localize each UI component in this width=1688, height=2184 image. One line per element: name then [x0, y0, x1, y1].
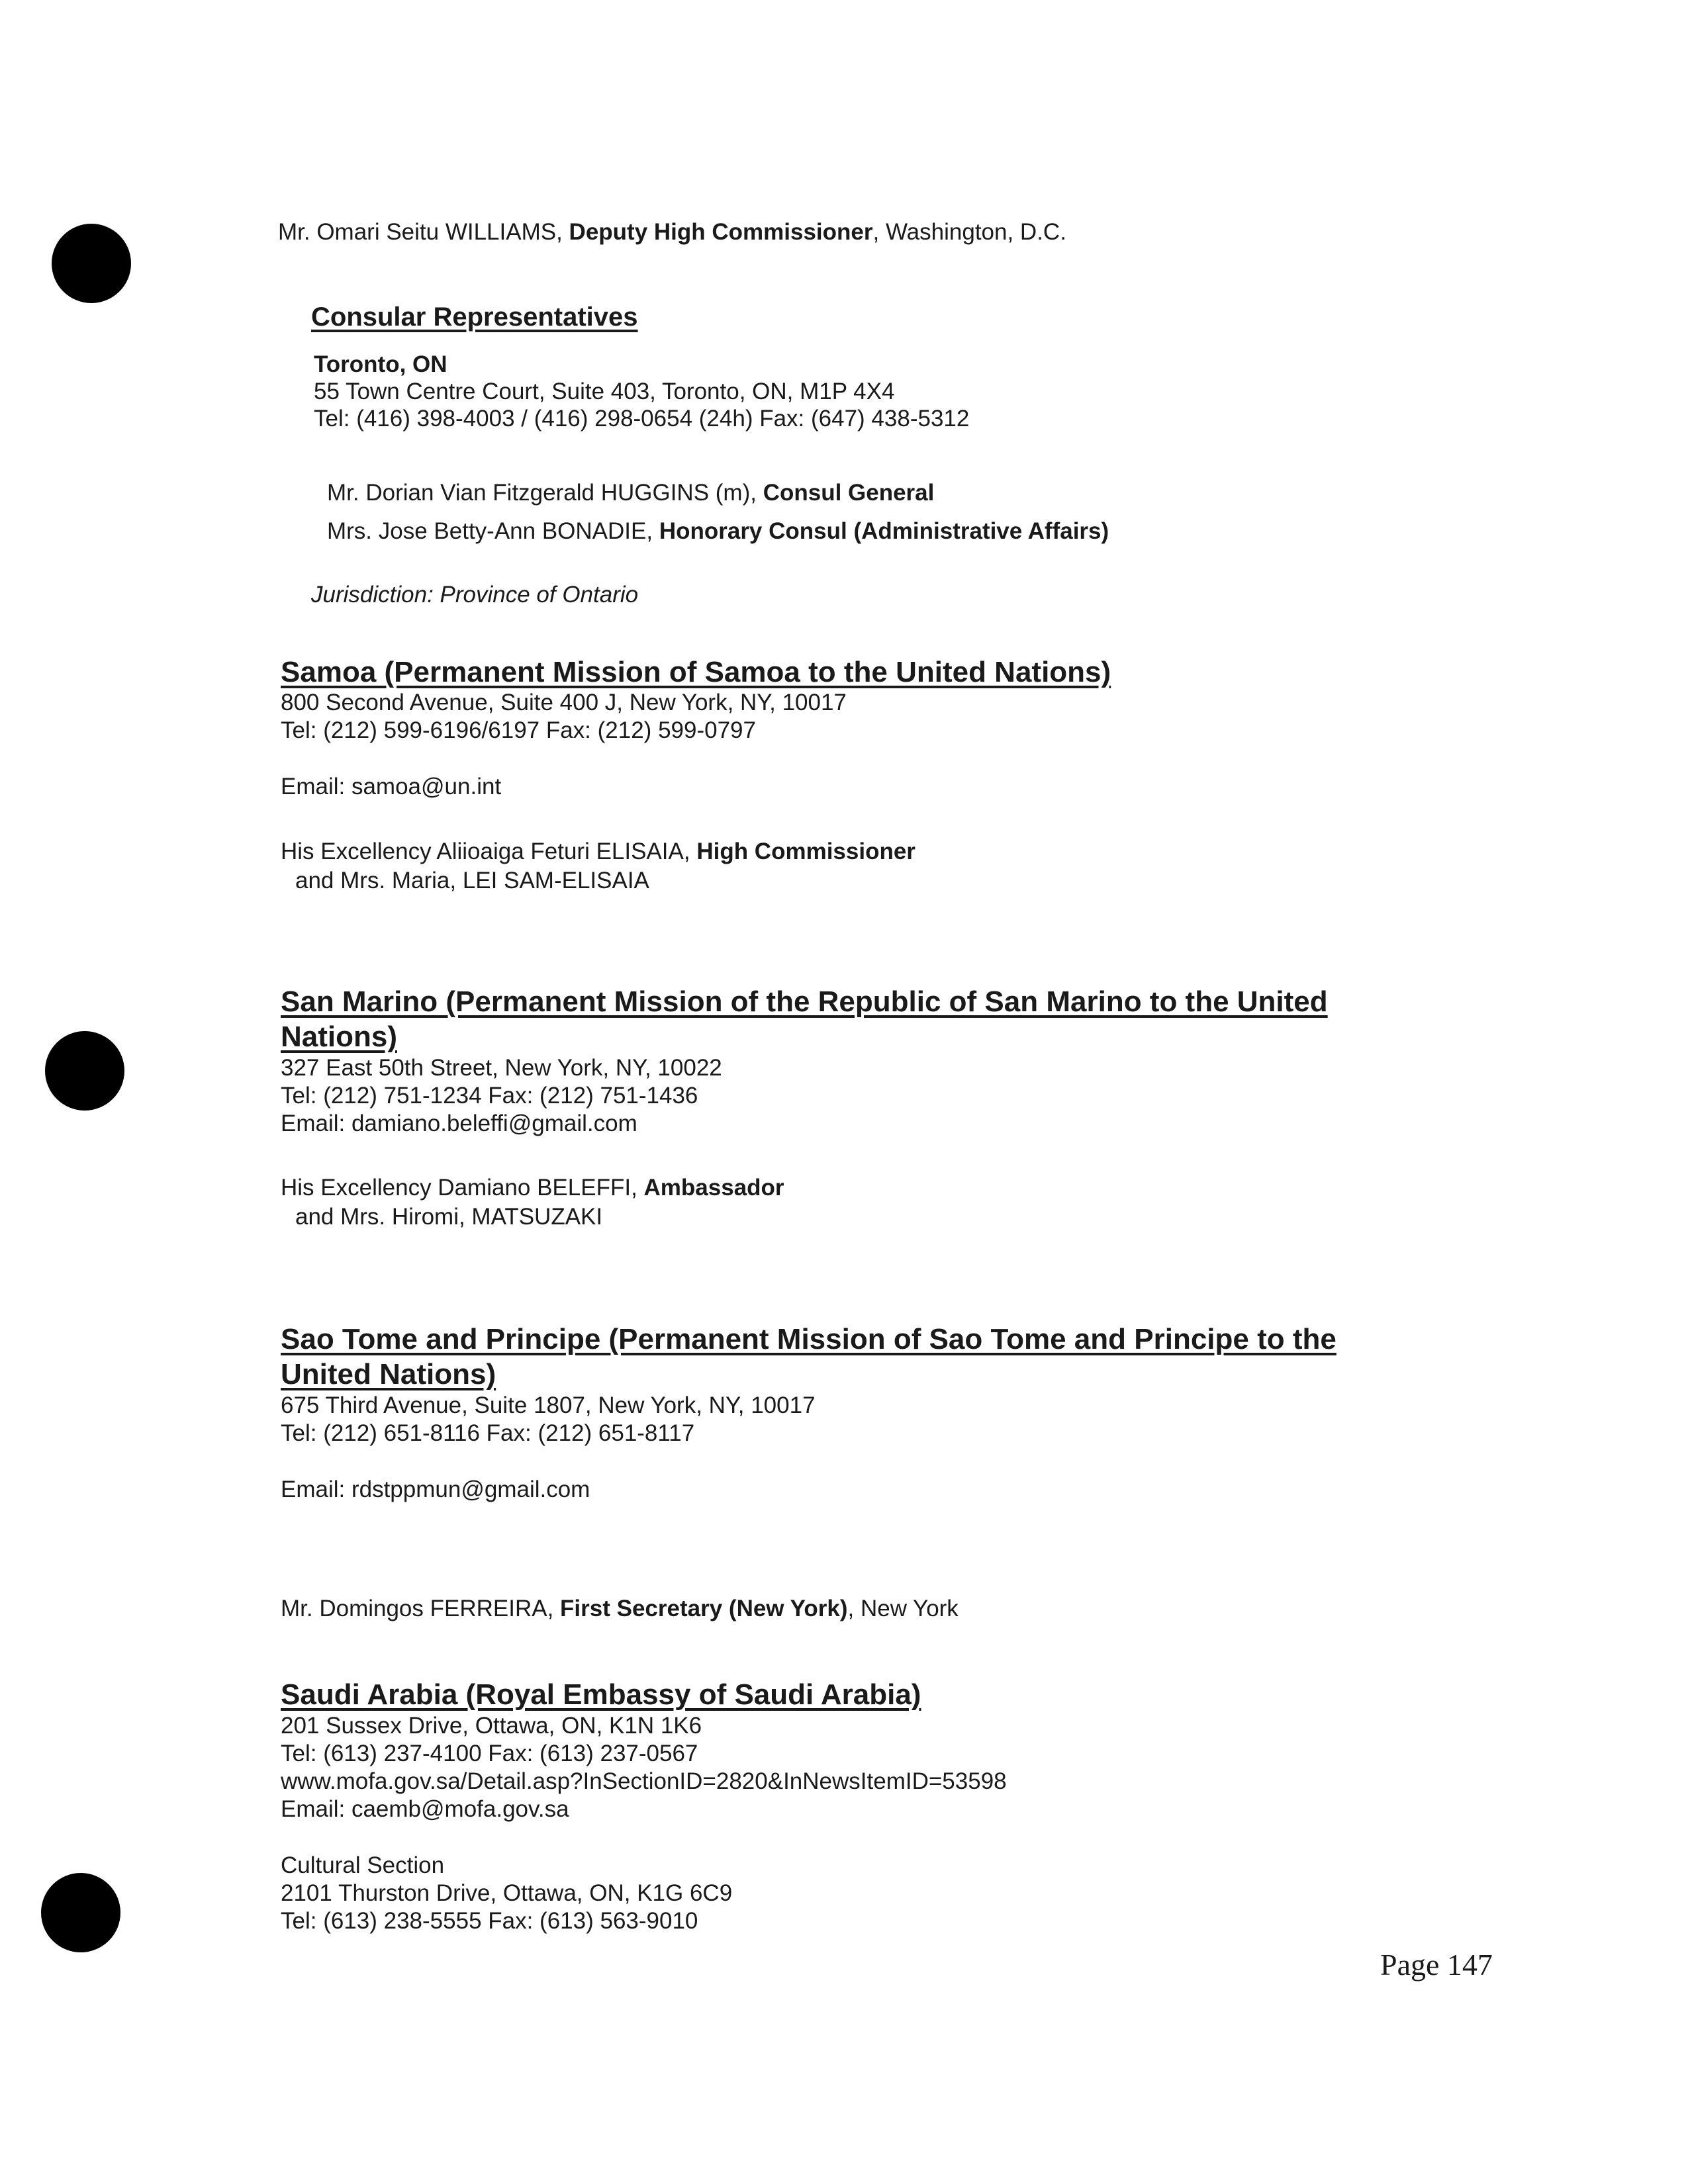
- san-marino-spouse: and Mrs. Hiromi, MATSUZAKI: [295, 1204, 603, 1230]
- person-title: Honorary Consul (Administrative Affairs): [659, 518, 1109, 544]
- saudi-cultural-label: Cultural Section: [281, 1852, 445, 1878]
- sao-tome-address: 675 Third Avenue, Suite 1807, New York, NY, 10017: [281, 1392, 816, 1418]
- official-entry: [278, 218, 1066, 246]
- page-number: Page 147: [1380, 1948, 1493, 1981]
- samoa-spouse: and Mrs. Maria, LEI SAM-ELISAIA: [295, 868, 649, 893]
- san-marino-heading-line1: San Marino (Permanent Mission of the Republic of San Marino to the United: [281, 985, 1328, 1018]
- saudi-cultural-address: 2101 Thurston Drive, Ottawa, ON, K1G 6C9: [281, 1880, 733, 1906]
- official-title: Deputy High Commissioner: [569, 219, 873, 245]
- saudi-address: 201 Sussex Drive, Ottawa, ON, K1N 1K6: [281, 1713, 702, 1739]
- person-location: , New York: [847, 1596, 959, 1621]
- person-title: Ambassador: [643, 1175, 784, 1201]
- person-name: Mr. Dorian Vian Fitzgerald HUGGINS (m),: [327, 480, 763, 506]
- san-marino-address: 327 East 50th Street, New York, NY, 10022: [281, 1055, 722, 1081]
- saudi-cultural-phone: Tel: (613) 238-5555 Fax: (613) 563-9010: [281, 1908, 698, 1934]
- samoa-address: 800 Second Avenue, Suite 400 J, New York, NY, 10017: [281, 690, 847, 715]
- punch-hole-top: [52, 224, 131, 303]
- punch-hole-middle: [45, 1031, 124, 1111]
- sao-tome-heading-line2: United Nations): [281, 1358, 496, 1390]
- saudi-email: Email: caemb@mofa.gov.sa: [281, 1796, 569, 1822]
- person-title: Consul General: [763, 480, 935, 506]
- san-marino-email: Email: damiano.beleffi@gmail.com: [281, 1111, 637, 1136]
- samoa-email: Email: samoa@un.int: [281, 774, 502, 799]
- samoa-heading: Samoa (Permanent Mission of Samoa to the United Nations): [281, 656, 1111, 688]
- san-marino-phone: Tel: (212) 751-1234 Fax: (212) 751-1436: [281, 1083, 698, 1109]
- sao-tome-phone: Tel: (212) 651-8116 Fax: (212) 651-8117: [281, 1420, 695, 1446]
- person-name: His Excellency Damiano BELEFFI,: [281, 1175, 644, 1201]
- official-name: Mr. Omari Seitu WILLIAMS,: [278, 219, 569, 245]
- consular-person: [327, 479, 934, 507]
- sao-tome-heading-line1: Sao Tome and Principe (Permanent Mission of Sao Tome and Principe to the: [281, 1323, 1336, 1355]
- samoa-representative: [281, 838, 915, 866]
- san-marino-heading-line2: Nations): [281, 1021, 397, 1053]
- person-name: Mr. Domingos FERREIRA,: [281, 1596, 561, 1621]
- person-name: His Excellency Aliioaiga Feturi ELISAIA,: [281, 839, 697, 864]
- consular-heading: Consular Representatives: [311, 302, 638, 332]
- san-marino-representative: [281, 1174, 784, 1202]
- official-location: , Washington, D.C.: [872, 219, 1066, 245]
- punch-hole-bottom: [41, 1873, 120, 1952]
- consular-jurisdiction: Jurisdiction: Province of Ontario: [311, 582, 639, 608]
- consular-address: 55 Town Centre Court, Suite 403, Toronto, ON, M1P 4X4: [314, 379, 895, 404]
- saudi-phone: Tel: (613) 237-4100 Fax: (613) 237-0567: [281, 1741, 698, 1766]
- person-title: High Commissioner: [696, 839, 915, 864]
- consular-phone: Tel: (416) 398-4003 / (416) 298-0654 (24h) Fax: (647) 438-5312: [314, 406, 970, 432]
- consular-city: Toronto, ON: [314, 351, 447, 377]
- consular-person: [327, 518, 1109, 545]
- person-name: Mrs. Jose Betty-Ann BONADIE,: [327, 518, 659, 544]
- saudi-heading: Saudi Arabia (Royal Embassy of Saudi Arabia): [281, 1678, 921, 1711]
- person-title: First Secretary (New York): [560, 1596, 848, 1621]
- saudi-website: www.mofa.gov.sa/Detail.asp?InSectionID=2820&InNewsItemID=53598: [281, 1768, 1007, 1794]
- sao-tome-representative: [281, 1595, 959, 1623]
- samoa-phone: Tel: (212) 599-6196/6197 Fax: (212) 599-0797: [281, 717, 756, 743]
- sao-tome-email: Email: rdstppmun@gmail.com: [281, 1477, 590, 1502]
